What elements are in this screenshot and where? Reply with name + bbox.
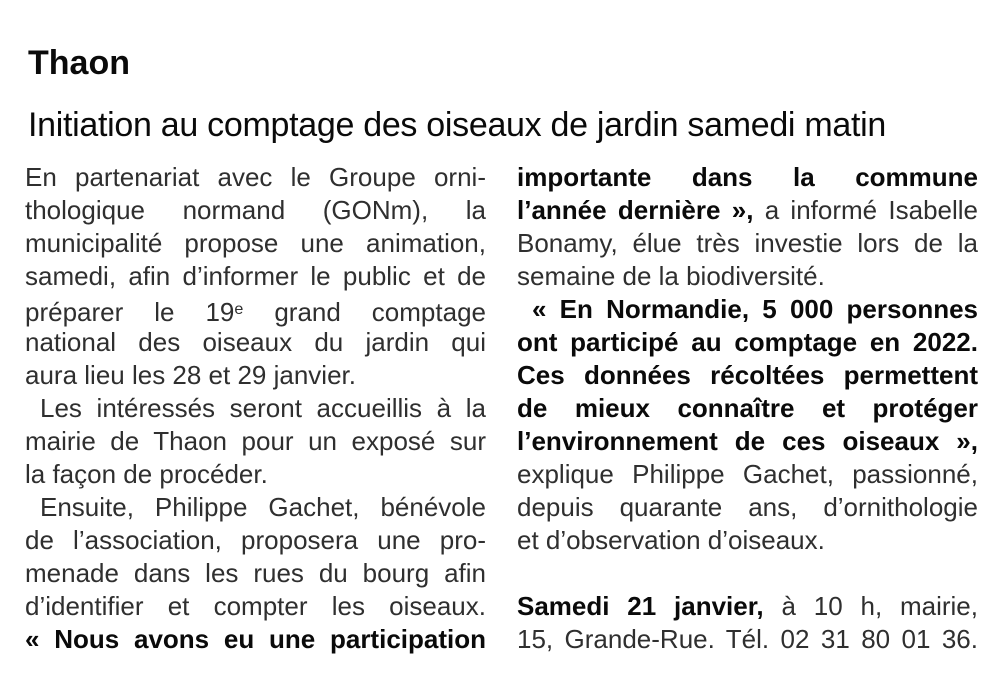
article-column-left — [25, 161, 486, 656]
section-kicker: Thaon — [28, 44, 130, 82]
quote-bold-segment: importante dans la commune — [517, 162, 978, 192]
quote-bold-segment: Ces données récoltées permettent — [517, 360, 978, 390]
text-segment: En partenariat avec le Groupe orni- — [25, 162, 486, 192]
text-segment: aura lieu les 28 et 29 janvier. — [25, 360, 356, 390]
text-segment: Bonamy, élue très investie lors de la — [517, 228, 978, 258]
text-line — [25, 524, 486, 557]
article-column-right — [517, 161, 978, 656]
text-segment: la façon de procéder. — [25, 459, 268, 489]
text-segment: 15, Grande-Rue. Tél. 02 31 80 01 36. — [517, 624, 978, 654]
text-line — [25, 590, 486, 623]
text-line — [25, 359, 486, 392]
text-segment: menade dans les rues du bourg afin — [25, 558, 486, 588]
text-segment: semaine de la biodiversité. — [517, 261, 825, 291]
text-line — [517, 623, 978, 656]
text-segment: de l’association, proposera une pro- — [25, 525, 486, 555]
article-body — [25, 161, 978, 656]
text-segment: d’identifier et compter les oiseaux. — [25, 591, 486, 621]
quote-bold-segment: de mieux connaître et protéger — [517, 393, 978, 423]
text-line — [517, 293, 978, 326]
text-line — [25, 227, 486, 260]
quote-bold-segment: l’environnement de ces oiseaux », — [517, 426, 978, 456]
text-segment: mairie de Thaon pour un exposé sur — [25, 426, 486, 456]
text-line — [25, 260, 486, 293]
text-line — [517, 260, 978, 293]
text-line — [517, 161, 978, 194]
quote-bold-segment: Samedi 21 janvier, — [517, 591, 764, 621]
text-line — [25, 326, 486, 359]
quote-bold-segment: « En Normandie, 5 000 personnes — [532, 294, 978, 324]
quote-bold-segment: l’année dernière », — [517, 195, 754, 225]
text-line — [517, 392, 978, 425]
text-segment: thologique normand (GONm), la — [25, 195, 486, 225]
text-segment: depuis quarante ans, d’ornithologie — [517, 492, 978, 522]
text-segment: Les intéressés seront accueillis à la — [40, 393, 486, 423]
text-segment: municipalité propose une animation, — [25, 228, 486, 258]
text-line — [517, 194, 978, 227]
text-line — [25, 392, 486, 425]
text-line — [25, 161, 486, 194]
text-line — [517, 491, 978, 524]
text-line — [517, 458, 978, 491]
text-line — [25, 557, 486, 590]
blank-line — [517, 557, 978, 590]
text-line — [517, 359, 978, 392]
text-segment: Ensuite, Philippe Gachet, bénévole — [40, 492, 486, 522]
text-segment: samedi, afin d’informer le public et de — [25, 261, 486, 291]
article-headline: Initiation au comptage des oiseaux de jardin samedi matin — [28, 106, 886, 144]
text-line — [517, 425, 978, 458]
quote-bold-segment: ont participé au comptage en 2022. — [517, 327, 978, 357]
text-line — [517, 326, 978, 359]
text-line — [25, 194, 486, 227]
text-segment: grand comptage — [243, 296, 486, 327]
text-segment: a informé Isabelle — [753, 195, 978, 225]
text-line — [517, 524, 978, 557]
text-line — [25, 491, 486, 524]
text-segment: à 10 h, mairie, — [763, 591, 978, 621]
text-line — [25, 623, 486, 656]
text-segment: et d’observation d’oiseaux. — [517, 525, 825, 555]
text-line — [25, 425, 486, 458]
text-segment: préparer le 19 — [25, 296, 235, 327]
text-line — [517, 227, 978, 260]
quote-bold-segment: « Nous avons eu une participation — [25, 624, 486, 654]
text-line — [25, 293, 486, 326]
text-line — [517, 590, 978, 623]
text-line — [25, 458, 486, 491]
superscript-segment: e — [234, 300, 244, 318]
text-segment: national des oiseaux du jardin qui — [25, 327, 486, 357]
text-segment: explique Philippe Gachet, passionné, — [517, 459, 978, 489]
